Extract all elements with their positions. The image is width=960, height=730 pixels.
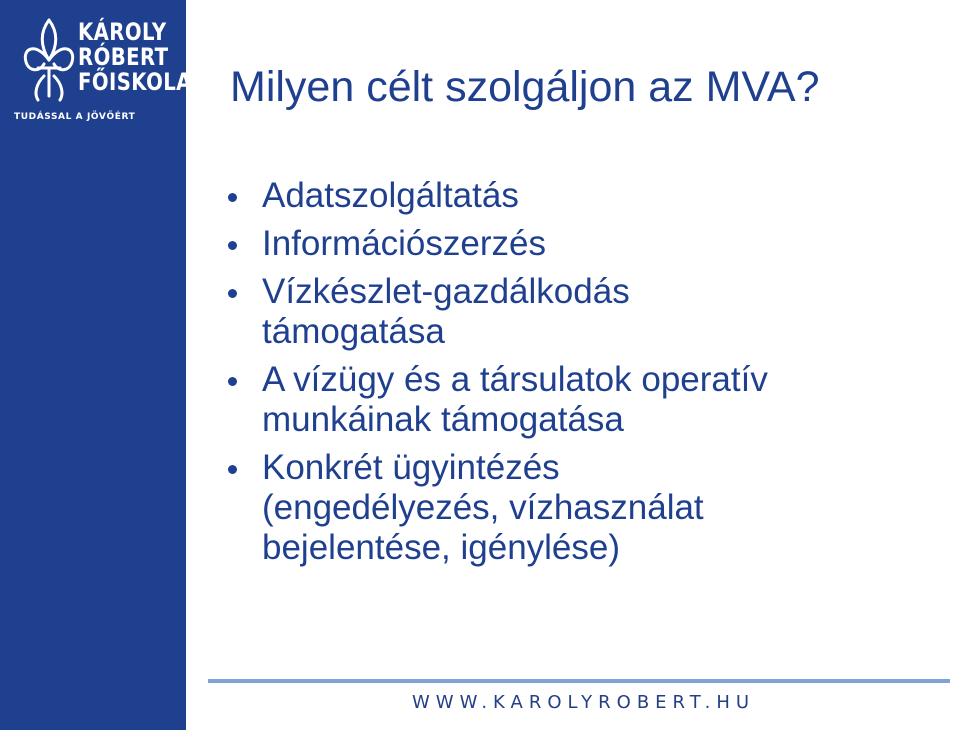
logo-line: FŐISKOLA <box>78 68 192 96</box>
slide-title: Milyen célt szolgáljon az MVA? <box>230 63 820 111</box>
logo-text <box>78 18 192 96</box>
fleur-de-lis-icon <box>20 14 78 104</box>
bullet-dot <box>228 193 237 202</box>
bullet-text: Adatszolgáltatás <box>262 176 519 215</box>
logo-tagline: TUDÁSSAL A JÖVŐÉRT <box>14 112 136 122</box>
sidebar <box>0 0 192 730</box>
bullet-item <box>220 176 920 216</box>
bullet-text: bejelentése, igénylése) <box>262 528 621 567</box>
logo-line: KÁROLY <box>78 18 167 46</box>
bullet-dot <box>228 465 237 474</box>
bullet-text: (engedélyezés, vízhasználat <box>262 488 704 527</box>
bullet-dot <box>228 289 237 298</box>
bullet-text: A vízügy és a társulatok operatív <box>262 360 768 399</box>
bullet-item <box>220 448 920 568</box>
footer-divider <box>208 679 950 683</box>
bullet-text: munkáinak támogatása <box>262 400 624 439</box>
bullet-list <box>220 176 920 576</box>
logo-line: RÓBERT <box>78 43 169 71</box>
university-logo <box>14 12 192 130</box>
footer-url[interactable]: WWW.KAROLYROBERT.HU <box>412 692 756 713</box>
bullet-dot <box>228 377 237 386</box>
bullet-dot <box>228 241 237 250</box>
bullet-text: Konkrét ügyintézés <box>262 448 560 487</box>
bullet-item <box>220 224 920 264</box>
bullet-text: Információszerzés <box>262 224 546 263</box>
bullet-item <box>220 360 920 440</box>
bullet-item <box>220 272 920 352</box>
bullet-text: támogatása <box>262 312 445 351</box>
bullet-text: Vízkészlet-gazdálkodás <box>262 272 630 311</box>
